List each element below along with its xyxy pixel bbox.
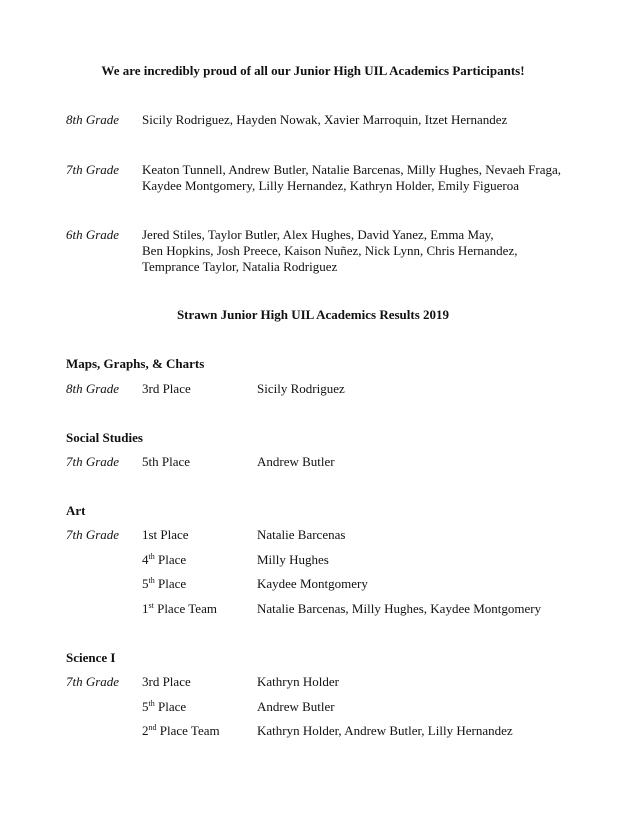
result-names: Natalie Barcenas <box>257 527 346 542</box>
event-heading: Art <box>66 503 86 518</box>
result-place: 1st Place Team <box>142 601 217 616</box>
participant-names: Jered Stiles, Taylor Butler, Alex Hughes, David Yanez, Emma May, <box>142 227 494 242</box>
result-grade: 8th Grade <box>66 381 120 396</box>
event-heading: Social Studies <box>66 430 143 445</box>
result-place: 5th Place <box>142 699 187 714</box>
grade-label: 7th Grade <box>66 162 120 177</box>
result-names: Natalie Barcenas, Milly Hughes, Kaydee Montgomery <box>257 601 542 616</box>
result-names: Andrew Butler <box>257 699 335 714</box>
grade-label: 8th Grade <box>66 112 120 127</box>
participant-names: Kaydee Montgomery, Lilly Hernandez, Kathryn Holder, Emily Figueroa <box>142 178 519 193</box>
results-title: Strawn Junior High UIL Academics Results 2019 <box>176 307 450 322</box>
result-grade: 7th Grade <box>66 674 120 689</box>
result-names: Sicily Rodriguez <box>257 381 345 396</box>
result-names: Kaydee Montgomery <box>257 576 368 591</box>
result-grade: 7th Grade <box>66 454 120 469</box>
result-place: 5th Place <box>142 576 187 591</box>
event-heading: Maps, Graphs, & Charts <box>66 356 205 371</box>
result-place: 5th Place <box>142 454 191 469</box>
result-place: 4th Place <box>142 552 187 567</box>
result-place: 1st Place <box>142 527 189 542</box>
result-place: 3rd Place <box>142 381 191 396</box>
result-names: Kathryn Holder <box>257 674 339 689</box>
result-place: 2nd Place Team <box>142 723 220 738</box>
header-title: We are incredibly proud of all our Junior High UIL Academics Participants! <box>101 63 525 78</box>
result-names: Kathryn Holder, Andrew Butler, Lilly Hernandez <box>257 723 513 738</box>
event-heading: Science I <box>66 650 116 665</box>
participant-names: Temprance Taylor, Natalia Rodriguez <box>142 259 338 274</box>
participant-names: Sicily Rodriguez, Hayden Nowak, Xavier Marroquin, Itzet Hernandez <box>142 112 508 127</box>
result-names: Andrew Butler <box>257 454 335 469</box>
grade-label: 6th Grade <box>66 227 120 242</box>
participant-names: Keaton Tunnell, Andrew Butler, Natalie Barcenas, Milly Hughes, Nevaeh Fraga, <box>142 162 561 177</box>
result-grade: 7th Grade <box>66 527 120 542</box>
result-place: 3rd Place <box>142 674 191 689</box>
result-names: Milly Hughes <box>257 552 329 567</box>
participant-names: Ben Hopkins, Josh Preece, Kaison Nuñez, Nick Lynn, Chris Hernandez, <box>142 243 518 258</box>
